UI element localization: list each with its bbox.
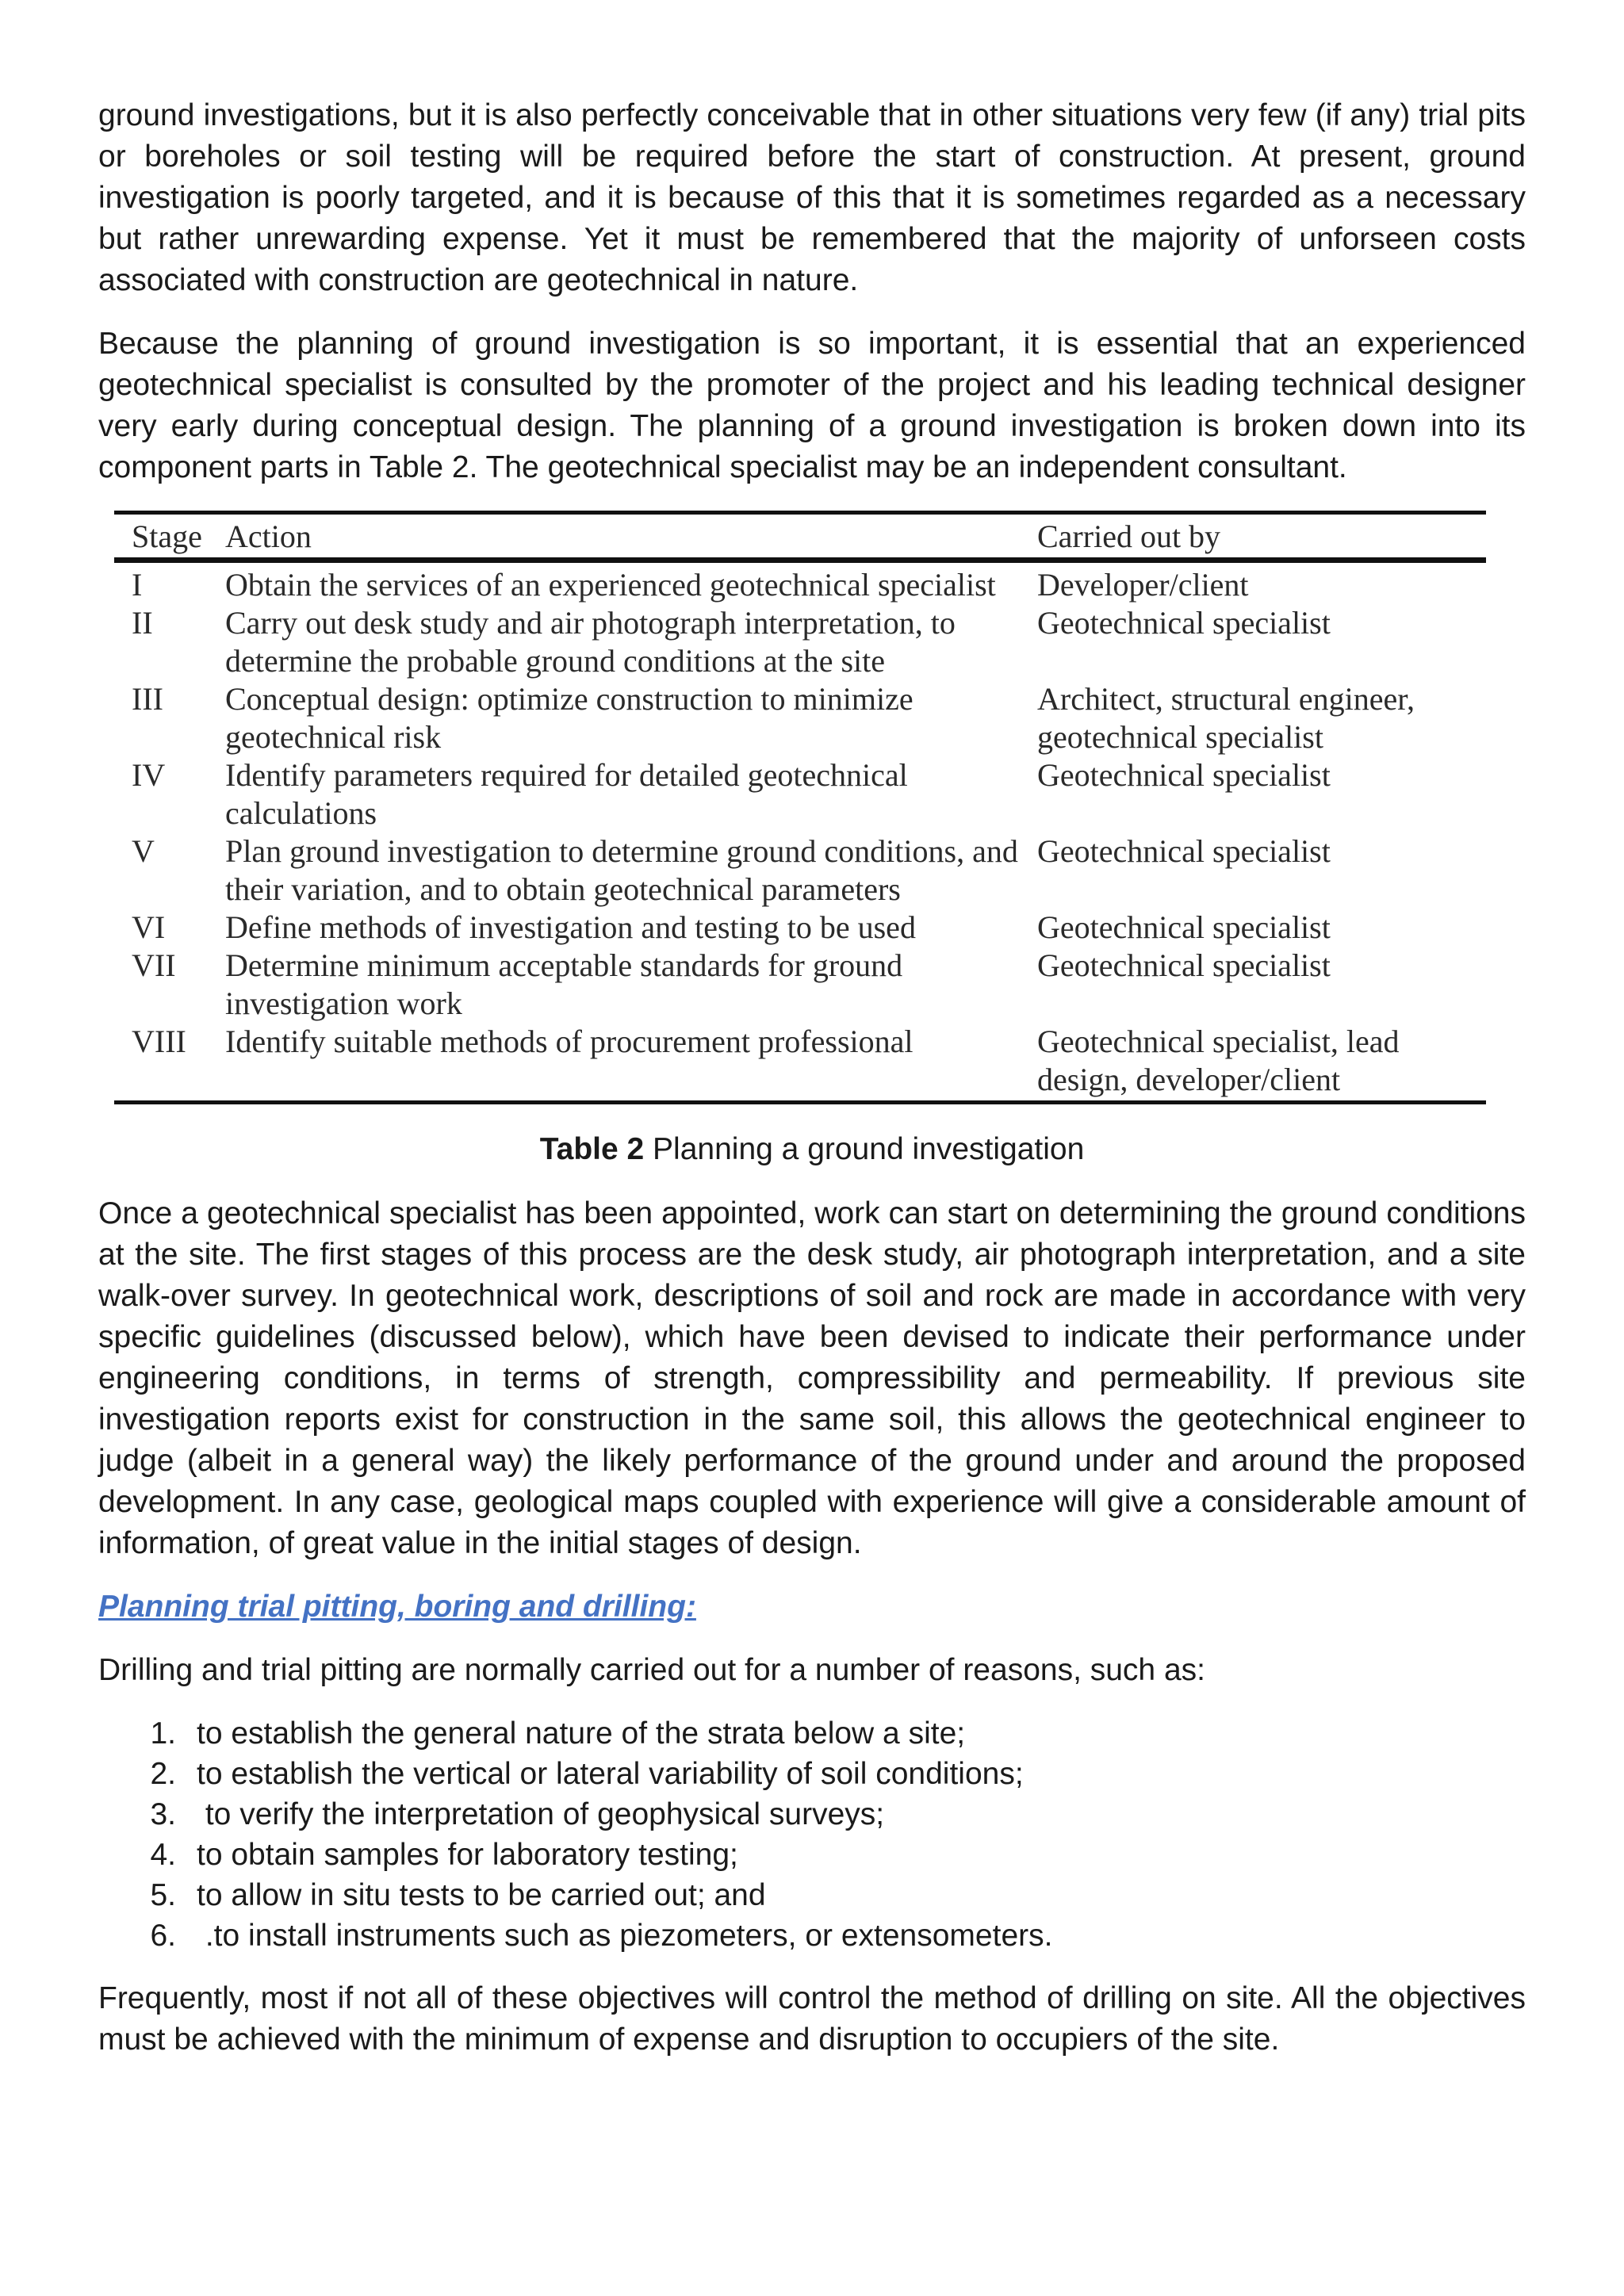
stage-cell: III [132,681,163,717]
carried-out-by-cell: Geotechnical specialist [1037,947,1331,983]
closing-paragraph: Frequently, most if not all of these objectives will control the method of drilling on site. All the objectives must be achieved with the minimum of expense and disruption to occupiers of the site. [98,1981,1526,2057]
carried-out-by-cell: Developer/client [1037,567,1249,603]
list-item-text: to establish the vertical or lateral variability of soil conditions; [197,1757,1024,1791]
list-item-number: 5. [150,1878,176,1912]
stage-cell: I [132,567,143,603]
list-item-number: 6. [150,1919,176,1953]
caption-text: Planning a ground investigation [644,1132,1085,1166]
action-cell: Plan ground investigation to determine ground conditions, and their variation, and to obtain geotechnical parameters [225,833,1018,907]
table-row [114,832,1486,909]
action-cell: Determine minimum acceptable standards for ground investigation work [225,947,903,1021]
section-heading: Planning trial pitting, boring and drilling: [98,1590,696,1624]
header-carried-out-by: Carried out by [1037,513,1486,561]
body-paragraph: Once a geotechnical specialist has been appointed, work can start on determining the ground conditions at the site. The first stages of this process are the desk study, air photograph interpretation, and a site walk-over survey. In geotechnical work, descriptions of soil and rock are made in accordance with very specific guidelines (discussed below), which have been devised to indicate their performance under engineering conditions, in terms of strength, compressibility and permeability. If previous site investigation reports exist for construction in the same soil, this allows the geotechnical engineer to judge (albeit in a general way) the likely performance of the ground under and around the proposed development. In any case, geological maps coupled with experience will give a considerable amount of information, of great value in the initial stages of design. [98,1196,1526,1560]
action-cell: Identify parameters required for detailed geotechnical calculations [225,757,908,831]
stage-cell: VI [132,909,166,945]
caption-label: Table 2 [539,1132,645,1166]
list-item [98,1713,1526,1754]
table-row [114,1023,1486,1103]
carried-out-by-cell: Geotechnical specialist, lead design, developer/client [1037,1024,1400,1097]
stage-cell: VIII [132,1024,186,1059]
list-intro: Drilling and trial pitting are normally carried out for a number of reasons, such as: [98,1653,1205,1687]
action-cell: Obtain the services of an experienced geotechnical specialist [225,567,996,603]
header-stage: Stage [114,513,225,561]
reasons-list [98,1713,1526,1956]
list-item-text: to obtain samples for laboratory testing; [197,1838,738,1872]
action-cell: Identify suitable methods of procurement professional [225,1024,914,1059]
list-item-number: 2. [150,1757,176,1791]
table-row [114,909,1486,947]
list-item [98,1875,1526,1915]
table-row [114,604,1486,680]
carried-out-by-cell: Geotechnical specialist [1037,909,1331,945]
action-cell: Carry out desk study and air photograph interpretation, to determine the probable ground conditions at the site [225,605,956,679]
carried-out-by-cell: Geotechnical specialist [1037,605,1331,641]
list-item [98,1754,1526,1794]
intro-paragraph-2: Because the planning of ground investigation is so important, it is essential that an experienced geotechnical specialist is consulted by the promoter of the project and his leading technical designer very early during conceptual design. The planning of a ground investigation is broken down into its component parts in Table 2. The geotechnical specialist may be an independent consultant. [98,327,1526,484]
list-item-number: 4. [150,1838,176,1872]
table-header-row [114,513,1486,561]
carried-out-by-cell: Architect, structural engineer, geotechnical specialist [1037,681,1415,755]
list-item-text: to allow in situ tests to be carried out; and [197,1878,766,1912]
list-item-number: 3. [150,1797,176,1831]
action-cell: Conceptual design: optimize construction to minimize geotechnical risk [225,681,914,755]
document-page [98,95,1526,2083]
list-item [98,1794,1526,1835]
list-item-text: to verify the interpretation of geophysical surveys; [197,1797,885,1831]
intro-paragraph-1: ground investigations, but it is also perfectly conceivable that in other situations very few (if any) trial pits or boreholes or soil testing will be required before the start of construction. At present, ground investigation is poorly targeted, and it is because of this that it is sometimes regarded as a necessary but rather unrewarding expense. Yet it must be remembered that the majority of unforseen costs associated with construction are geotechnical in nature. [98,98,1526,297]
stage-cell: VII [132,947,176,983]
stage-cell: V [132,833,155,869]
list-item [98,1915,1526,1956]
action-cell: Define methods of investigation and testing to be used [225,909,916,945]
table-row [114,947,1486,1023]
table-caption [98,1130,1526,1169]
list-item-number: 1. [150,1716,176,1751]
stage-cell: IV [132,757,166,793]
list-item-text: .to install instruments such as piezometers, or extensometers. [197,1919,1053,1953]
table-row [114,756,1486,832]
table-row [114,561,1486,605]
carried-out-by-cell: Geotechnical specialist [1037,833,1331,869]
stage-cell: II [132,605,153,641]
carried-out-by-cell: Geotechnical specialist [1037,757,1331,793]
list-item [98,1835,1526,1875]
header-action: Action [225,513,1037,561]
list-item-text: to establish the general nature of the strata below a site; [197,1716,966,1751]
table-row [114,680,1486,756]
stages-table [114,511,1486,1104]
planning-table [114,511,1486,1104]
